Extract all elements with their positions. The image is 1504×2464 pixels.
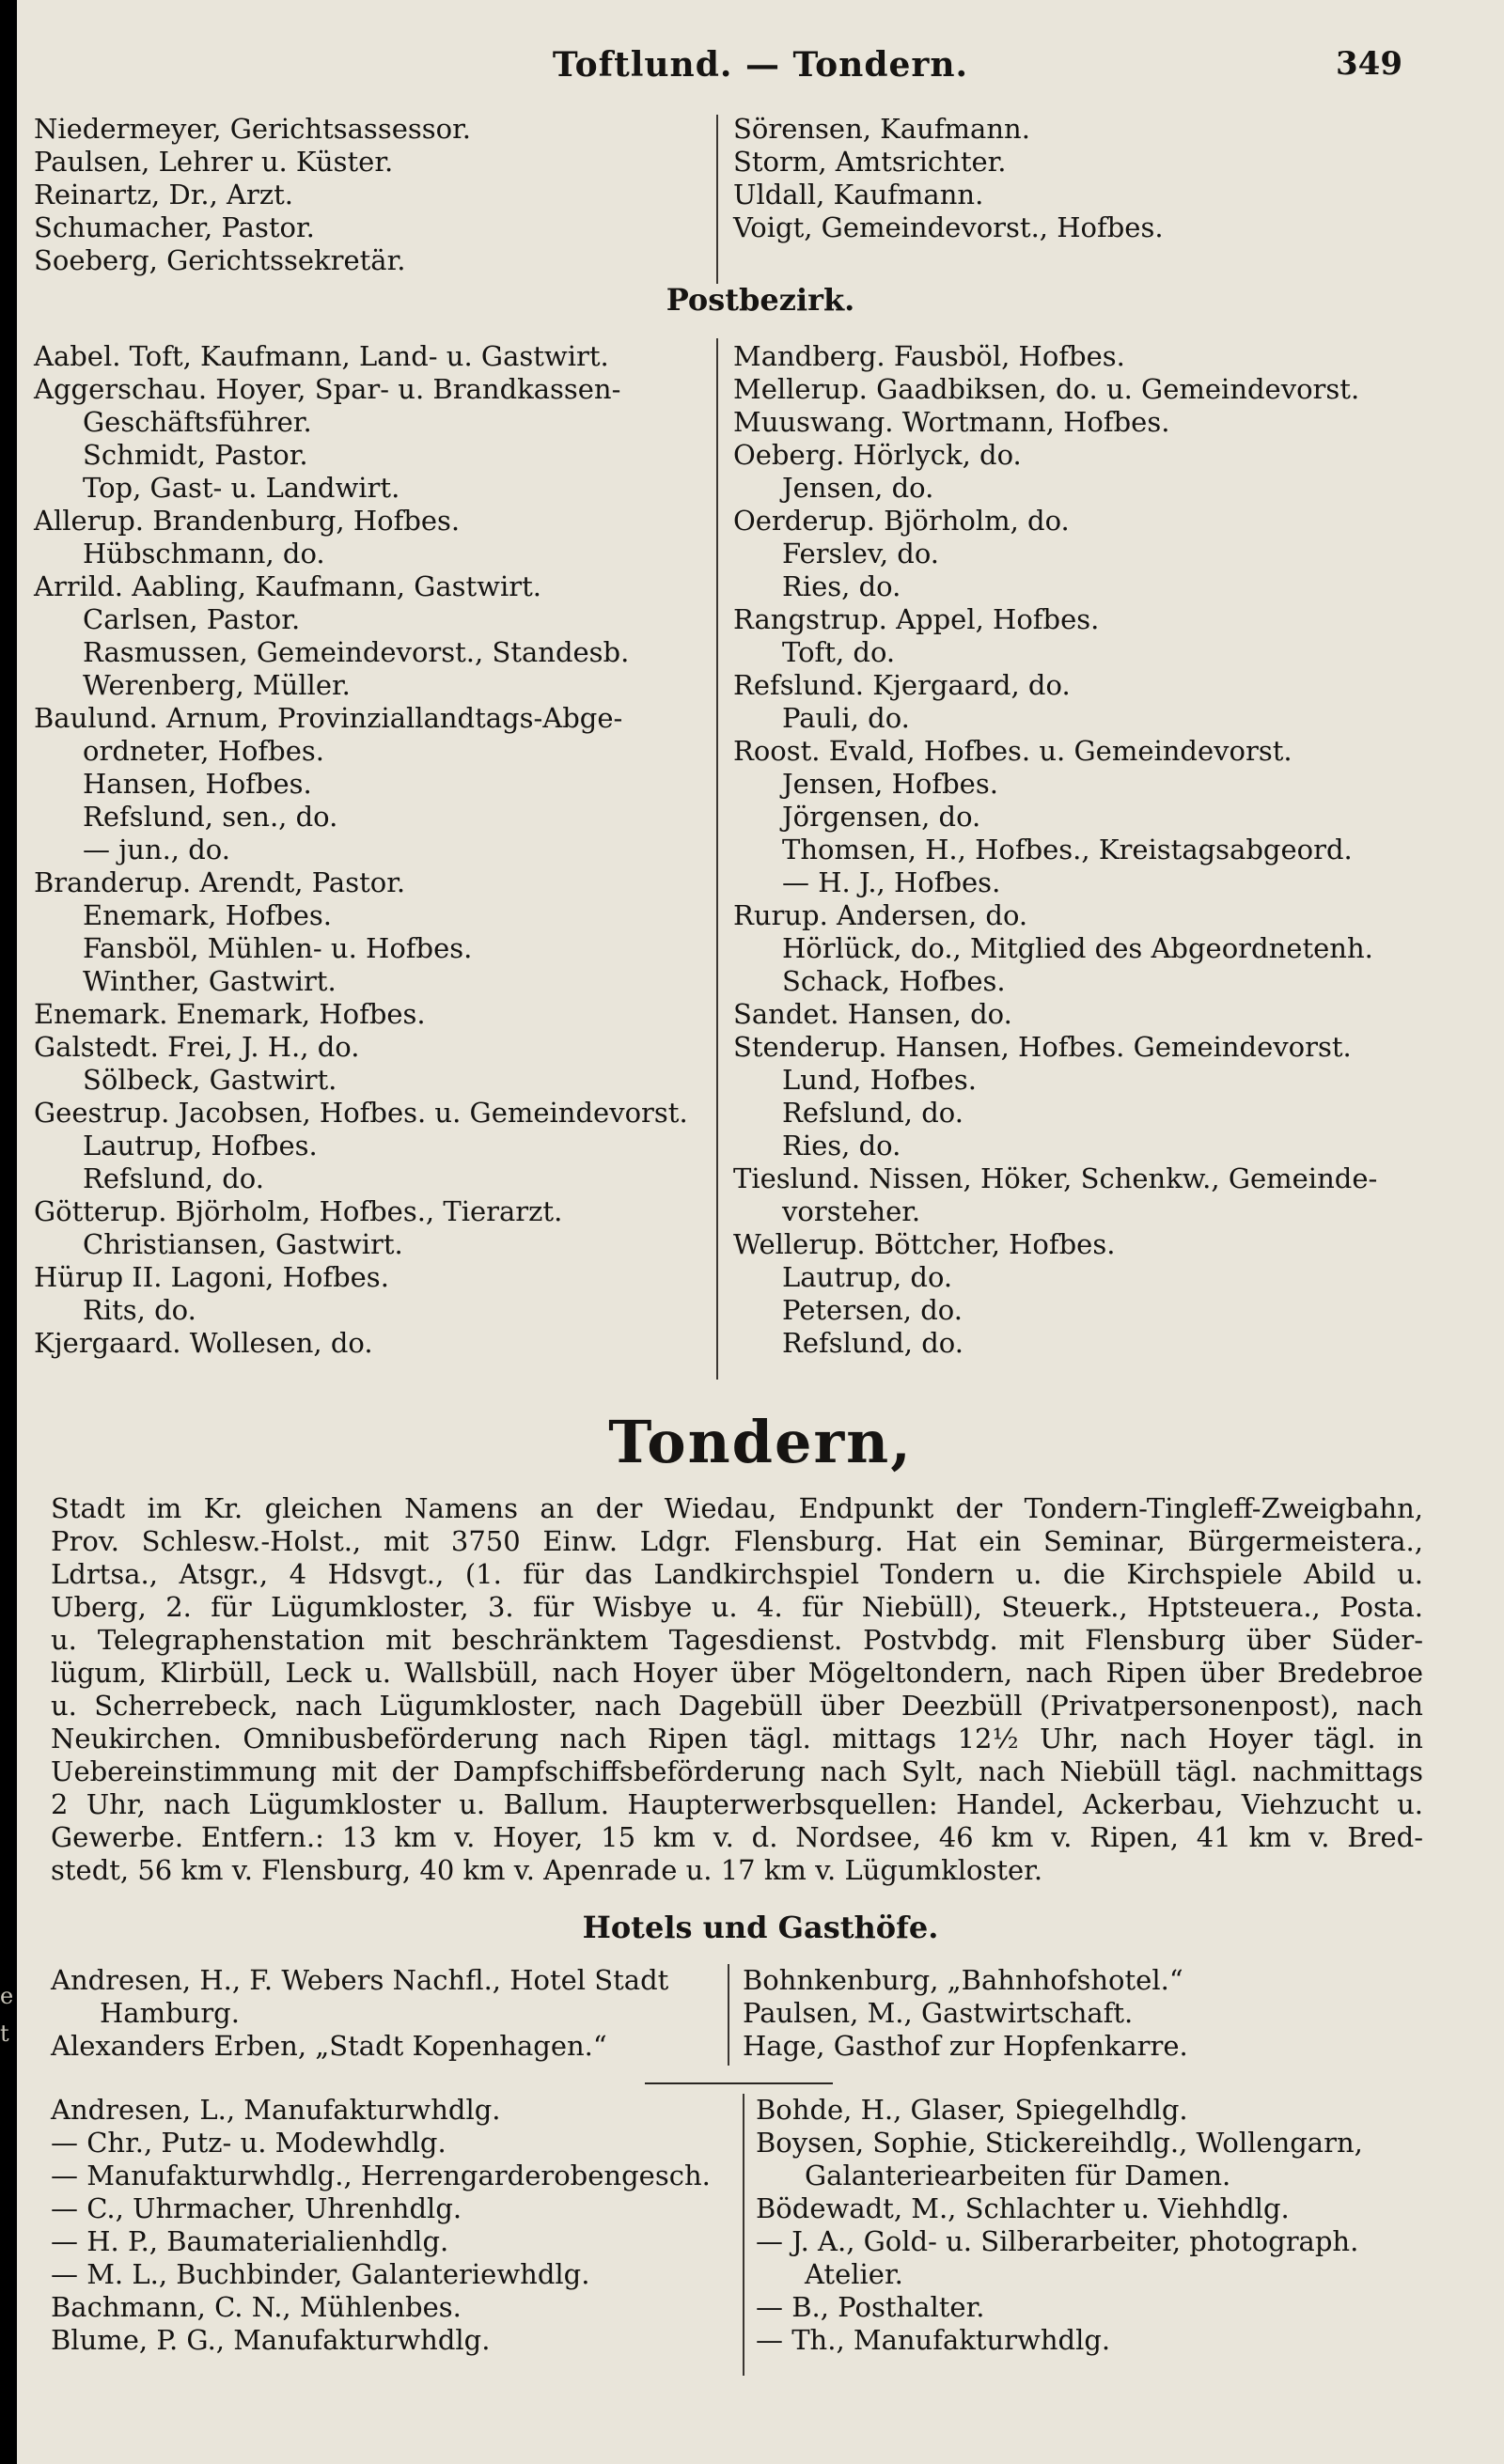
postbezirk-right-column [733, 340, 1377, 1360]
directory-entry: Uldall, Kaufmann. [733, 179, 984, 211]
directory-entry: Blume, P. G., Manufakturwhdlg. [51, 2324, 491, 2356]
directory-entry: Andresen, L., Manufakturwhdlg. [51, 2094, 501, 2126]
directory-entry: ordneter, Hofbes. [83, 735, 324, 767]
directory-entry: Christiansen, Gastwirt. [83, 1228, 403, 1260]
directory-entry: Hübschmann, do. [83, 538, 325, 569]
column-divider [728, 1964, 729, 2066]
hotel-entry: Bohnkenburg, „Bahnhofshotel.“ [743, 1964, 1183, 1996]
directory-entry: Hörlück, do., Mitglied des Abgeordnetenh. [782, 932, 1373, 964]
directory-entry: Aabel. Toft, Kaufmann, Land- u. Gastwirt. [34, 340, 609, 372]
directory-entry: Bödewadt, M., Schlachter u. Viehhdlg. [756, 2192, 1290, 2224]
paragraph-line: Stadt im Kr. gleichen Namens an der Wiedau, Endpunkt der Tondern-Tingleff-Zweigbahn, [51, 1492, 1423, 1524]
hotels-heading: Hotels und Gasthöfe. [582, 1910, 939, 1945]
directory-entry: Thomsen, H., Hofbes., Kreistagsabgeord. [782, 834, 1353, 866]
directory-entry: Baulund. Arnum, Provinziallandtags-Abge- [34, 702, 623, 734]
directory-entry: Niedermeyer, Gerichtsassessor. [34, 113, 471, 145]
directory-entry: Schmidt, Pastor. [83, 439, 308, 471]
directory-entry: — H. P., Baumaterialienhdlg. [51, 2225, 449, 2257]
hotel-entry: Hamburg. [100, 1997, 240, 2029]
margin-mark: t [0, 2020, 9, 2047]
directory-entry: Schack, Hofbes. [782, 965, 1006, 997]
hotel-entry: Andresen, H., F. Webers Nachfl., Hotel Stadt [51, 1964, 669, 1996]
directory-entry: Refslund, do. [782, 1327, 964, 1359]
column-divider [743, 2094, 744, 2376]
margin-mark: e [0, 1983, 14, 2009]
postbezirk-left-column [34, 340, 688, 1360]
directory-entry: Arrild. Aabling, Kaufmann, Gastwirt. [34, 570, 542, 602]
paragraph-line: Ldrtsa., Atsgr., 4 Hdsvgt., (1. für das Landkirchspiel Tondern u. die Kirchspiele Abild u. [51, 1558, 1423, 1590]
directory-entry: Mandberg. Fausböl, Hofbes. [733, 340, 1125, 372]
directory-entry: Soeberg, Gerichtssekretär. [34, 244, 406, 276]
directory-entry: Oerderup. Björholm, do. [733, 505, 1070, 537]
directory-entry: Sandet. Hansen, do. [733, 998, 1012, 1030]
directory-entry: — Manufakturwhdlg., Herrengarderobengesch. [51, 2160, 711, 2191]
directory-entry: Carlsen, Pastor. [83, 603, 301, 635]
column-divider [716, 338, 718, 1380]
tondern-description [51, 1492, 1423, 1887]
directory-entry: Paulsen, Lehrer u. Küster. [34, 146, 394, 178]
directory-entry: Allerup. Brandenburg, Hofbes. [34, 505, 461, 537]
directory-entry: — H. J., Hofbes. [782, 866, 1001, 898]
directory-entry: Refslund, sen., do. [83, 801, 338, 833]
merchants-left-column [51, 2094, 711, 2357]
directory-entry: Jörgensen, do. [782, 801, 981, 833]
directory-entry: — M. L., Buchbinder, Galanteriewhdlg. [51, 2258, 590, 2290]
paragraph-line: Neukirchen. Omnibusbeförderung nach Ripen tägl. mittags 12½ Uhr, nach Hoyer tägl. in [51, 1723, 1423, 1754]
directory-entry: Lautrup, do. [782, 1261, 953, 1293]
hotels-left-column [51, 1964, 668, 2063]
directory-entry: Top, Gast- u. Landwirt. [83, 472, 400, 504]
directory-entry: Refslund, do. [83, 1162, 264, 1194]
top-left-column [34, 113, 471, 277]
directory-entry: Toft, do. [782, 636, 896, 668]
directory-entry: Oeberg. Hörlyck, do. [733, 439, 1022, 471]
hotel-entry: Hage, Gasthof zur Hopfenkarre. [743, 2030, 1188, 2062]
tondern-heading: Tondern, [608, 1408, 913, 1476]
directory-entry: — B., Posthalter. [756, 2291, 985, 2323]
directory-entry: Ries, do. [782, 1130, 901, 1162]
paragraph-line: stedt, 56 km v. Flensburg, 40 km v. Apenrade u. 17 km v. Lügumkloster. [51, 1854, 1043, 1886]
directory-entry: Winther, Gastwirt. [83, 965, 337, 997]
directory-entry: Aggerschau. Hoyer, Spar- u. Brandkassen- [34, 373, 621, 405]
directory-entry: Kjergaard. Wollesen, do. [34, 1327, 373, 1359]
directory-entry: Schumacher, Pastor. [34, 211, 315, 243]
postbezirk-heading: Postbezirk. [666, 282, 855, 318]
paragraph-line: u. Telegraphenstation mit beschränktem Tagesdienst. Postvbdg. mit Flensburg über Süder- [51, 1624, 1423, 1656]
directory-entry: Sörensen, Kaufmann. [733, 113, 1030, 145]
directory-entry: Stenderup. Hansen, Hofbes. Gemeindevorst. [733, 1031, 1352, 1063]
directory-entry: Hürup II. Lagoni, Hofbes. [34, 1261, 389, 1293]
directory-entry: Fansböl, Mühlen- u. Hofbes. [83, 932, 473, 964]
directory-entry: — C., Uhrmacher, Uhrenhdlg. [51, 2192, 462, 2224]
directory-entry: Götterup. Björholm, Hofbes., Tierarzt. [34, 1195, 563, 1227]
directory-entry: Enemark, Hofbes. [83, 899, 332, 931]
directory-entry: Jensen, do. [782, 472, 934, 504]
directory-entry: Boysen, Sophie, Stickereihdlg., Wollengarn, [756, 2127, 1363, 2159]
directory-entry: Galanteriearbeiten für Damen. [805, 2160, 1231, 2191]
separator-rule [645, 2082, 833, 2084]
directory-entry: — Th., Manufakturwhdlg. [756, 2324, 1111, 2356]
directory-entry: Reinartz, Dr., Arzt. [34, 179, 294, 211]
directory-entry: Petersen, do. [782, 1294, 963, 1326]
paragraph-line: Uebereinstimmung mit der Dampfschiffsbeförderung nach Sylt, nach Niebüll tägl. nachmittags [51, 1755, 1423, 1787]
directory-entry: Werenberg, Müller. [83, 669, 351, 701]
directory-entry: Storm, Amtsrichter. [733, 146, 1007, 178]
paragraph-line: 2 Uhr, nach Lügumkloster u. Ballum. Haupterwerbsquellen: Handel, Ackerbau, Viehzucht u. [51, 1788, 1423, 1820]
directory-entry: Rangstrup. Appel, Hofbes. [733, 603, 1100, 635]
directory-entry: vorsteher. [782, 1195, 921, 1227]
directory-entry: Atelier. [805, 2258, 903, 2290]
directory-entry: Ries, do. [782, 570, 901, 602]
directory-entry: Jensen, Hofbes. [782, 768, 998, 800]
directory-entry: Tieslund. Nissen, Höker, Schenkw., Gemeinde- [733, 1162, 1378, 1194]
directory-entry: — Chr., Putz- u. Modewhdlg. [51, 2127, 446, 2159]
top-right-column [733, 113, 1164, 244]
paragraph-line: u. Scherrebeck, nach Lügumkloster, nach Dagebüll über Deezbüll (Privatpersonenpost), nach [51, 1690, 1423, 1722]
directory-entry: Rurup. Andersen, do. [733, 899, 1028, 931]
directory-entry: Enemark. Enemark, Hofbes. [34, 998, 426, 1030]
page-number: 349 [1336, 45, 1402, 83]
paragraph-line: Gewerbe. Entfern.: 13 km v. Hoyer, 15 km v. d. Nordsee, 46 km v. Ripen, 41 km v. Bred- [51, 1821, 1423, 1853]
directory-entry: Rits, do. [83, 1294, 196, 1326]
directory-entry: Wellerup. Böttcher, Hofbes. [733, 1228, 1116, 1260]
running-head: Toftlund. — Tondern. [552, 45, 969, 85]
paragraph-line: lügum, Klirbüll, Leck u. Wallsbüll, nach Hoyer über Mögeltondern, nach Ripen über Bredebroe [51, 1657, 1423, 1689]
directory-entry: Ferslev, do. [782, 538, 939, 569]
directory-entry: — jun., do. [83, 834, 230, 866]
directory-entry: — J. A., Gold- u. Silberarbeiter, photograph. [756, 2225, 1359, 2257]
directory-entry: Pauli, do. [782, 702, 910, 734]
directory-entry: Lund, Hofbes. [782, 1064, 977, 1096]
hotels-right-column [743, 1964, 1188, 2063]
directory-entry: Roost. Evald, Hofbes. u. Gemeindevorst. [733, 735, 1292, 767]
merchants-right-column [756, 2094, 1363, 2357]
directory-entry: Sölbeck, Gastwirt. [83, 1064, 337, 1096]
paragraph-line: Uberg, 2. für Lügumkloster, 3. für Wisbye u. 4. für Niebüll), Steuerk., Hptsteuera., Posta. [51, 1591, 1423, 1623]
directory-entry: Geestrup. Jacobsen, Hofbes. u. Gemeindevorst. [34, 1097, 688, 1129]
directory-entry: Bohde, H., Glaser, Spiegelhdlg. [756, 2094, 1188, 2126]
directory-entry: Branderup. Arendt, Pastor. [34, 866, 406, 898]
directory-entry: Muuswang. Wortmann, Hofbes. [733, 406, 1170, 438]
directory-entry: Bachmann, C. N., Mühlenbes. [51, 2291, 462, 2323]
directory-entry: Lautrup, Hofbes. [83, 1130, 318, 1162]
hotel-entry: Paulsen, M., Gastwirtschaft. [743, 1997, 1134, 2029]
directory-entry: Mellerup. Gaadbiksen, do. u. Gemeindevorst. [733, 373, 1360, 405]
directory-entry: Rasmussen, Gemeindevorst., Standesb. [83, 636, 630, 668]
column-divider [716, 115, 718, 284]
directory-entry: Hansen, Hofbes. [83, 768, 312, 800]
directory-entry: Galstedt. Frei, J. H., do. [34, 1031, 360, 1063]
directory-entry: Refslund, do. [782, 1097, 964, 1129]
hotel-entry: Alexanders Erben, „Stadt Kopenhagen.“ [51, 2030, 607, 2062]
directory-entry: Geschäftsführer. [83, 406, 312, 438]
directory-entry: Voigt, Gemeindevorst., Hofbes. [733, 211, 1164, 243]
directory-entry: Refslund. Kjergaard, do. [733, 669, 1071, 701]
paragraph-line: Prov. Schlesw.-Holst., mit 3750 Einw. Ldgr. Flensburg. Hat ein Seminar, Bürgermeistera., [51, 1525, 1423, 1557]
